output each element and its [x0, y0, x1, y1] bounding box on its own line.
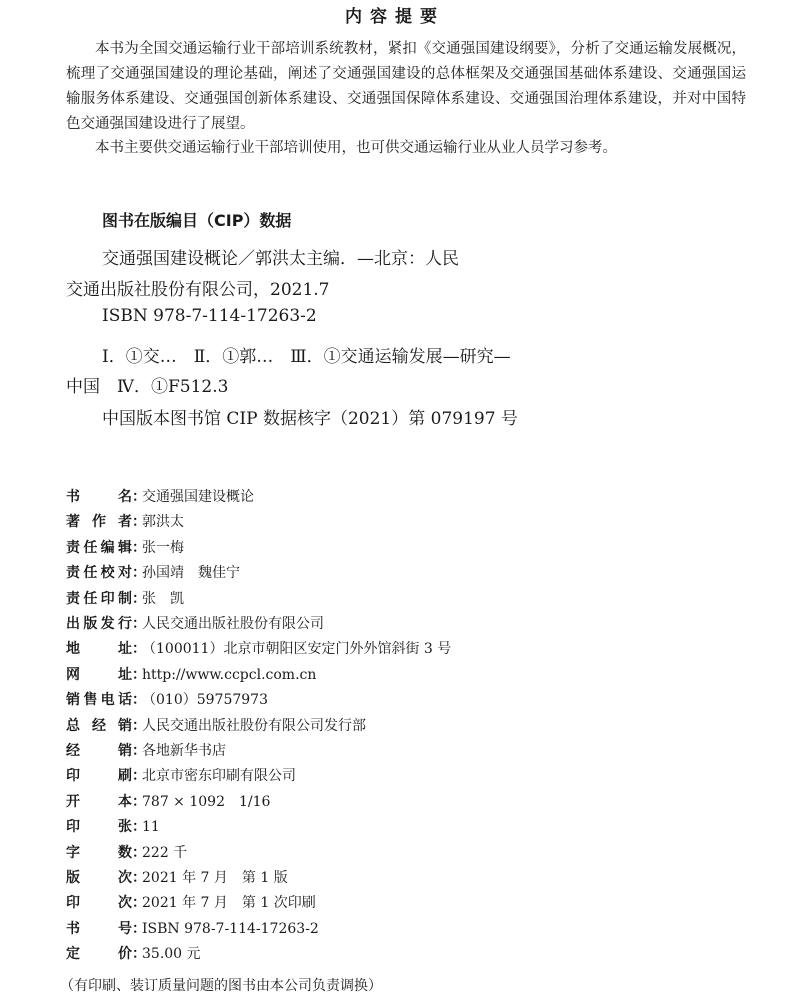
imprint-label: 书名	[66, 489, 132, 505]
imprint-colon: ：	[132, 489, 146, 505]
imprint-row	[66, 538, 184, 558]
imprint-colon: ：	[132, 565, 146, 582]
imprint-row	[66, 665, 316, 685]
imprint-value: 张一梅	[142, 539, 184, 556]
cip-classification-line: 中国 Ⅳ．①F512.3	[66, 377, 229, 397]
imprint-colon: ：	[132, 870, 146, 886]
imprint-row	[66, 487, 254, 507]
imprint-value: 2021 年 7 月 第 1 版	[142, 870, 288, 886]
imprint-value: 人民交通出版社股份有限公司发行部	[142, 717, 366, 734]
imprint-label: 销售电话	[66, 692, 132, 709]
imprint-value: 交通强国建设概论	[142, 489, 254, 505]
imprint-row	[66, 716, 366, 736]
imprint-colon: ：	[132, 616, 146, 632]
quality-footnote: （有印刷、装订质量问题的图书由本公司负责调换）	[60, 978, 382, 994]
imprint-row	[66, 893, 316, 913]
imprint-colon: ：	[132, 514, 146, 531]
imprint-row	[66, 843, 187, 863]
imprint-value: 北京市密东印刷有限公司	[142, 768, 296, 785]
cip-line: 交通强国建设概论／郭洪太主编．—北京：人民	[102, 249, 459, 269]
imprint-label: 地址	[66, 641, 132, 658]
imprint-colon: ：	[132, 743, 146, 759]
cip-isbn-line: ISBN 978-7-114-17263-2	[102, 306, 317, 326]
cip-classification-line: Ⅰ．①交… Ⅱ．①郭… Ⅲ．①交通运输发展—研究—	[102, 347, 511, 367]
cip-heading: 图书在版编目（CIP）数据	[102, 211, 292, 230]
cip-line: 交通出版社股份有限公司，2021.7	[66, 280, 330, 300]
imprint-value: 各地新华书店	[142, 743, 226, 759]
imprint-value: 人民交通出版社股份有限公司	[142, 616, 324, 632]
imprint-label: 总经销	[66, 717, 132, 734]
imprint-value: 2021 年 7 月 第 1 次印刷	[142, 895, 316, 912]
imprint-label: 开本	[66, 793, 132, 810]
imprint-colon: ：	[132, 666, 146, 683]
imprint-value: 35.00 元	[142, 946, 201, 963]
imprint-label: 印张	[66, 819, 132, 836]
imprint-label: 书号	[66, 920, 132, 937]
imprint-value: （100011）北京市朝阳区安定门外外馆斜街 3 号	[142, 641, 452, 658]
imprint-label: 责任校对	[66, 565, 132, 582]
imprint-label: 印次	[66, 895, 132, 912]
imprint-label: 出版发行	[66, 616, 132, 632]
imprint-colon: ：	[132, 641, 146, 658]
imprint-value: 郭洪太	[142, 514, 184, 531]
imprint-colon: ：	[132, 844, 146, 861]
imprint-label: 著作者	[66, 514, 132, 531]
imprint-colon: ：	[132, 717, 146, 734]
imprint-value: 222 千	[142, 844, 188, 861]
imprint-colon: ：	[132, 590, 146, 607]
imprint-colon: ：	[132, 768, 146, 785]
imprint-value: 张 凯	[142, 590, 184, 607]
imprint-colon: ：	[132, 692, 146, 709]
imprint-label: 版次	[66, 870, 132, 886]
imprint-row	[66, 563, 240, 583]
imprint-value[interactable]: http://www.ccpcl.com.cn	[142, 666, 317, 683]
imprint-row	[66, 741, 226, 761]
imprint-row	[66, 868, 288, 888]
imprint-colon: ：	[132, 539, 146, 556]
imprint-value: 787 × 1092 1/16	[142, 793, 271, 810]
summary-paragraph: 本书为全国交通运输行业干部培训系统教材，紧扣《交通强国建设纲要》，分析了交通运输发展概况，梳理了交通强国建设的理论基础，阐述了交通强国建设的总体框架及交通强国基础体系建设、交通强国运输服务体系建设、交通强国创新体系建设、交通强国保障体系建设、交通强国治理体系建设，并对中国特色交通强国建设进行了展望。	[66, 41, 746, 132]
imprint-row	[66, 944, 201, 964]
imprint-row	[66, 614, 324, 634]
cip-record-number: 中国版本图书馆 CIP 数据核字（2021）第 079197 号	[102, 409, 518, 429]
imprint-row	[66, 639, 451, 659]
imprint-colon: ：	[132, 819, 146, 836]
imprint-label: 印刷	[66, 768, 132, 785]
imprint-label: 责任印制	[66, 590, 132, 607]
imprint-label: 网址	[66, 666, 132, 683]
imprint-colon: ：	[132, 920, 146, 937]
imprint-row	[66, 690, 268, 710]
summary-paragraph: 本书主要供交通运输行业干部培训使用，也可供交通运输行业从业人员学习参考。	[95, 140, 617, 156]
imprint-value: （010）59757973	[142, 692, 268, 709]
imprint-row	[66, 792, 270, 812]
imprint-colon: ：	[132, 946, 146, 963]
imprint-row	[66, 817, 160, 837]
imprint-label: 字数	[66, 844, 132, 861]
imprint-label: 定价	[66, 946, 132, 963]
summary-title: 内容提要	[345, 7, 445, 27]
imprint-label: 经销	[66, 743, 132, 759]
imprint-row	[66, 766, 296, 786]
imprint-colon: ：	[132, 895, 146, 912]
imprint-label: 责任编辑	[66, 539, 132, 556]
imprint-row	[66, 589, 184, 609]
imprint-colon: ：	[132, 793, 146, 810]
imprint-value: 11	[142, 819, 160, 836]
imprint-row	[66, 512, 184, 532]
imprint-row	[66, 919, 319, 939]
imprint-value: 孙国靖 魏佳宁	[142, 565, 240, 582]
imprint-value: ISBN 978-7-114-17263-2	[142, 920, 319, 937]
